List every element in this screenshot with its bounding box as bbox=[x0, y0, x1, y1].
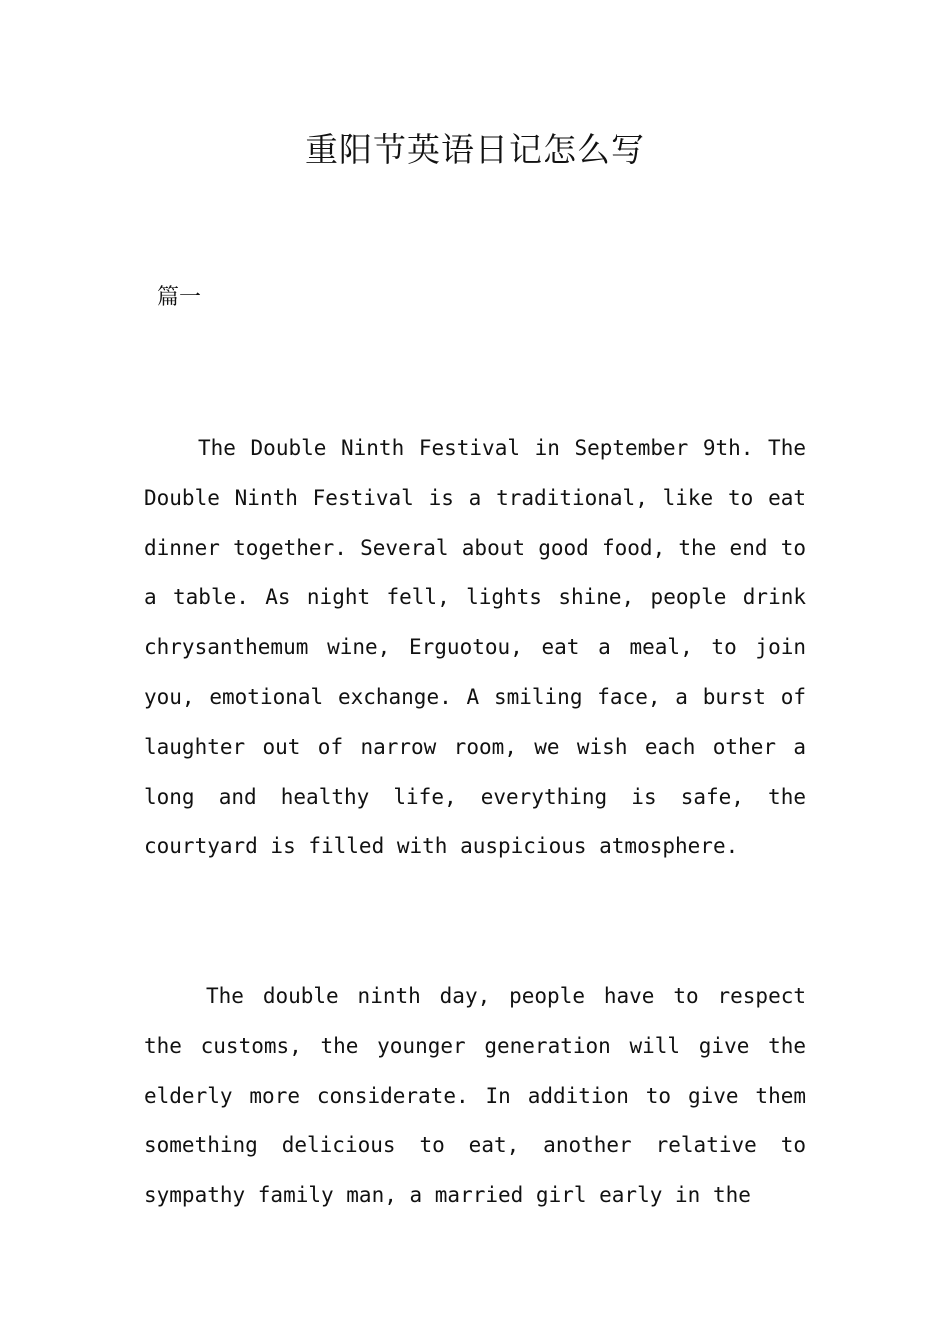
document-title: 重阳节英语日记怎么写 bbox=[305, 130, 645, 169]
paragraph-1: The Double Ninth Festival in September 9th. The Double Ninth Festival is a traditional, like to eat dinner together. Several about good food, the end to a table. As night fell, lights shine, people drink chrysanthemum wine, Erguotou, eat a meal, to join you, emotional exchange. A smiling face, a burst of laughter out of narrow room, we wish each other a long and healthy life, everything is safe, the courtyard is filled with auspicious atmosphere. bbox=[144, 436, 806, 859]
section-label: 篇一 bbox=[157, 285, 202, 310]
paragraph-2: The double ninth day, people have to respect the customs, the younger generation will give the elderly more considerate. In addition to give them something delicious to eat, another relative to sympathy family man, a married girl early in the bbox=[144, 984, 806, 1208]
